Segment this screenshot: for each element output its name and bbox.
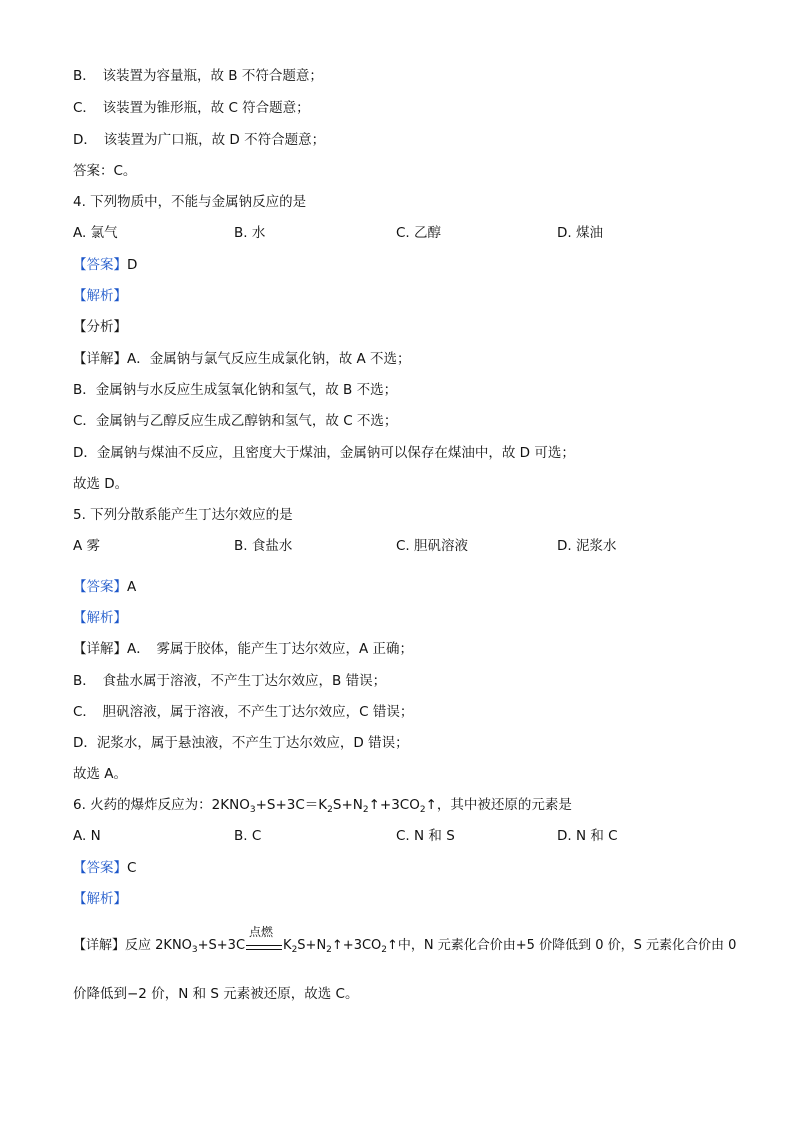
- q6-stem: 6. 火药的爆炸反应为：$2KNO_3+S+3C=K_2S+N_2↑+3CO_2↑$，其中被还原的元素是: [73, 797, 572, 815]
- prev-answer: 答案：C。: [73, 163, 137, 179]
- q5-detail-d: D．泥浆水，属于悬浊液，不产生丁达尔效应，D 错误；: [73, 735, 409, 751]
- q4-option-c: C. 乙醇: [396, 225, 442, 241]
- q5-detail-c: C． 胆矾溶液，属于溶液，不产生丁达尔效应，C 错误；: [73, 704, 414, 720]
- q6-option-b: B. C: [234, 828, 262, 844]
- q5-option-a: A 雾: [73, 538, 101, 554]
- detail-tag: 【详解】: [73, 641, 127, 657]
- q4-analysis-tag: 【解析】: [73, 288, 127, 304]
- answer-value: C: [127, 860, 137, 876]
- prev-option-c-explanation: C． 该装置为锥形瓶，故 C 符合题意；: [73, 100, 310, 116]
- prev-option-d-explanation: D． 该装置为广口瓶，故 D 不符合题意；: [73, 132, 326, 148]
- detail-text: A． 雾属于胶体，能产生丁达尔效应，A 正确；: [127, 641, 414, 657]
- q5-option-c: C. 胆矾溶液: [396, 538, 469, 554]
- q6-option-a: A. N: [73, 828, 101, 844]
- q5-option-d: D. 泥浆水: [557, 538, 617, 554]
- q6-detail-text: 反应 2KNO: [125, 938, 192, 953]
- q4-option-b: B. 水: [234, 225, 266, 241]
- detail-tag: 【详解】: [73, 351, 127, 367]
- q6-option-d: D. N 和 C: [557, 828, 618, 844]
- q6-answer: [73, 858, 136, 878]
- reaction-condition: 点燃: [249, 925, 274, 939]
- q4-answer: [73, 255, 137, 275]
- q4-fenxi-tag: 【分析】: [73, 319, 127, 335]
- q6-detail-tail: 中，N 元素化合价由+5 价降低到 0 价，S 元素化合价由 0: [397, 938, 737, 953]
- q4-detail-b: B．金属钠与水反应生成氢氧化钠和氢气，故 B 不选；: [73, 382, 398, 398]
- q6-stem-tail: ，其中被还原的元素是: [436, 797, 572, 813]
- answer-tag: 【答案】: [73, 860, 127, 876]
- q6-analysis-tag: 【解析】: [73, 891, 127, 907]
- q6-detail: 【详解】反应 $2KNO_3+S+3C$ 点燃 $K_2S+N_2↑+3CO_2↑$中，N 元素化合价由+5 价降低到 0 价，S 元素化合价由 0: [73, 936, 736, 960]
- answer-tag: 【答案】: [73, 579, 127, 595]
- q4-detail-c: C．金属钠与乙醇反应生成乙醇钠和氢气，故 C 不选；: [73, 413, 398, 429]
- q4-conclusion: 故选 D。: [73, 476, 129, 492]
- q6-option-c: C. N 和 S: [396, 828, 455, 844]
- answer-value: D: [127, 257, 138, 273]
- reaction-condition-arrow: [245, 925, 283, 956]
- q5-option-b: B. 食盐水: [234, 538, 293, 554]
- q5-stem: 5. 下列分散系能产生丁达尔效应的是: [73, 507, 293, 523]
- q4-detail-d: D．金属钠与煤油不反应，且密度大于煤油，金属钠可以保存在煤油中，故 D 可选；: [73, 445, 575, 461]
- prev-option-b-explanation: B． 该装置为容量瓶，故 B 不符合题意；: [73, 68, 323, 84]
- detail-tag: 【详解】: [73, 938, 126, 953]
- q4-option-d: D. 煤油: [557, 225, 603, 241]
- q5-conclusion: 故选 A。: [73, 766, 128, 782]
- q5-analysis-tag: 【解析】: [73, 610, 127, 626]
- q4-stem: 4. 下列物质中，不能与金属钠反应的是: [73, 194, 307, 210]
- answer-value: A: [127, 579, 137, 595]
- q4-detail-a: [73, 349, 411, 369]
- q6-detail-line2: 价降低到−2 价，N 和 S 元素被还原，故选 C。: [73, 986, 359, 1002]
- q5-detail-b: B． 食盐水属于溶液，不产生丁达尔效应，B 错误；: [73, 673, 387, 689]
- q5-detail-a: [73, 639, 413, 659]
- q4-option-a: A. 氯气: [73, 225, 118, 241]
- q6-stem-text: 6. 火药的爆炸反应为：2KNO: [73, 797, 250, 813]
- q5-answer: [73, 577, 136, 597]
- detail-text: A．金属钠与氯气反应生成氯化钠，故 A 不选；: [127, 351, 411, 367]
- answer-tag: 【答案】: [73, 257, 127, 273]
